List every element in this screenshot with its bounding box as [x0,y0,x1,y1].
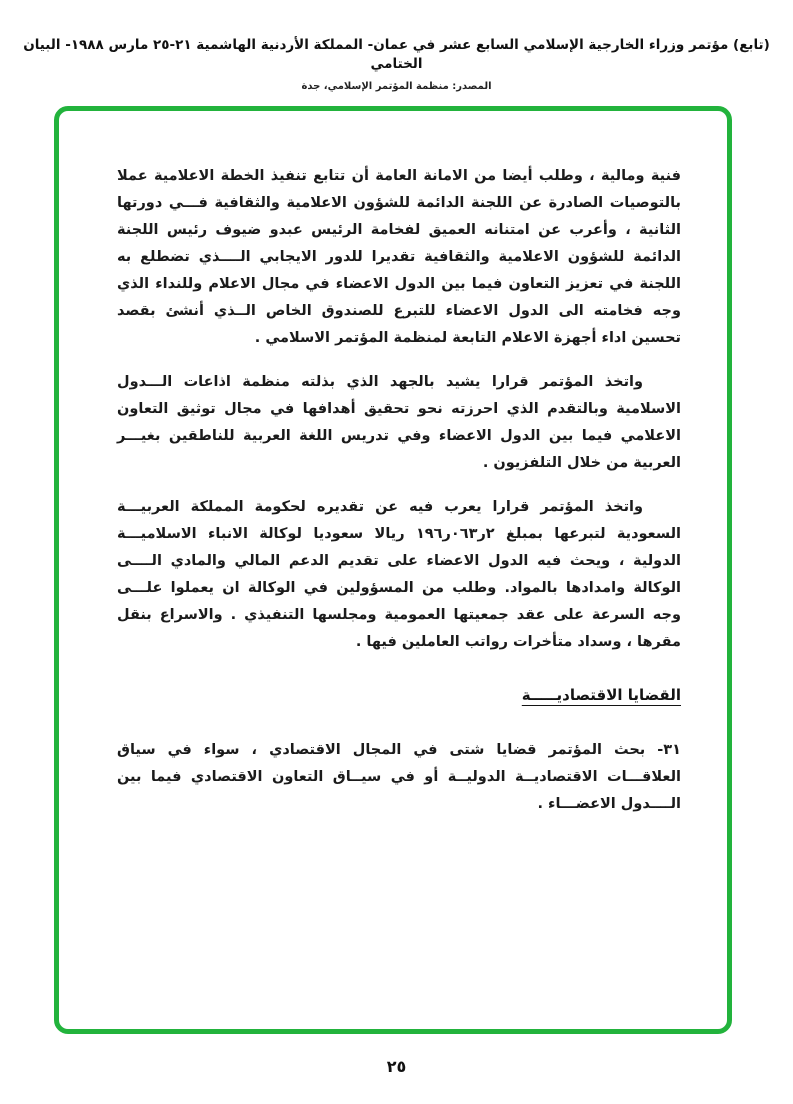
paragraph-saudi-donation: واتخذ المؤتمر قرارا يعرب فيه عن تقديره لحكومة المملكة العربيـــة السعودية لتبرعها بمبلغ ٢ر٠٦٣ر١٩٦ ريالا سعوديا لوكالة الانباء الاسلاميـــة الدولية ، ويحث فيه الدول الاعضاء على تقديم الدعم المالي والمادي الــــى الوكالة وامدادها بالمواد. وطلب من المسؤولين في الوكالة ان يعملوا علـــى وجه السرعة على عقد جمعيتها العمومية ومجلسها التنفيذي . والاسراع بنقل مقرها ، وسداد متأخرات رواتب العاملين فيها . [117,499,682,650]
header-source: المصدر: منظمة المؤتمر الإسلامي، جدة [301,80,492,92]
header-title: (تابع) مؤتمر وزراء الخارجية الإسلامي السابع عشر في عمان- المملكة الأردنية الهاشمية ٢١-٢٥ مارس ١٩٨٨- البيان الختامي [23,37,770,72]
document-header [0,0,793,92]
section-heading-economic-issues: القضايا الاقتصاديـــــة [521,686,681,704]
scan-content [59,111,727,818]
paragraph-islamic-broadcasting: واتخذ المؤتمر قرارا يشيد بالجهد الذي بذلته منظمة اذاعات الـــدول الاسلامية وبالتقدم الذي احرزته نحو تحقيق أهدافها في مجال توثيق التعاون الاعلامي فيما بين الدول الاعضاء وفي تدريس اللغة العربية للناطقين بغيـــر العربية من خلال التلفزيون . [117,374,681,471]
scan-frame [54,106,732,1034]
paragraph-media-plan: فنية ومالية ، وطلب أيضا من الامانة العامة أن تتابع تنفيذ الخطة الاعلامية عملا بالتوصيات الصادرة عن اللجنة الدائمة للشؤون الاعلامية والثقافية فـــي دورتها الثانية ، وأعرب عن امتنانه العميق لفخامة الرئيس عبدو ضيوف رئيس اللجنة الدائمة للشؤون الاعلامية والثقافية تقديرا للدور الايجابي الــــذي تضطلع به اللجنة في تعزيز التعاون فيما بين الدول الاعضاء في مجال الاعلام وللنداء الذي وجه فخامته الى الدول الاعضاء للتبرع للصندوق الخاص الــذي أنشئ بقصد تحسين اداء أجهزة الاعلام التابعة لمنظمة المؤتمر الاسلامي . [117,168,681,346]
page-number: ٢٥ [386,1057,407,1076]
paragraph-item-31: ٣١- بحث المؤتمر قضايا شتى في المجال الاقتصادي ، سواء في سياق العلاقـــات الاقتصاديــة الدوليــة أو في سيــاق التعاون الاقتصادي فيما بين الــــدول الاعضـــاء . [117,742,681,812]
